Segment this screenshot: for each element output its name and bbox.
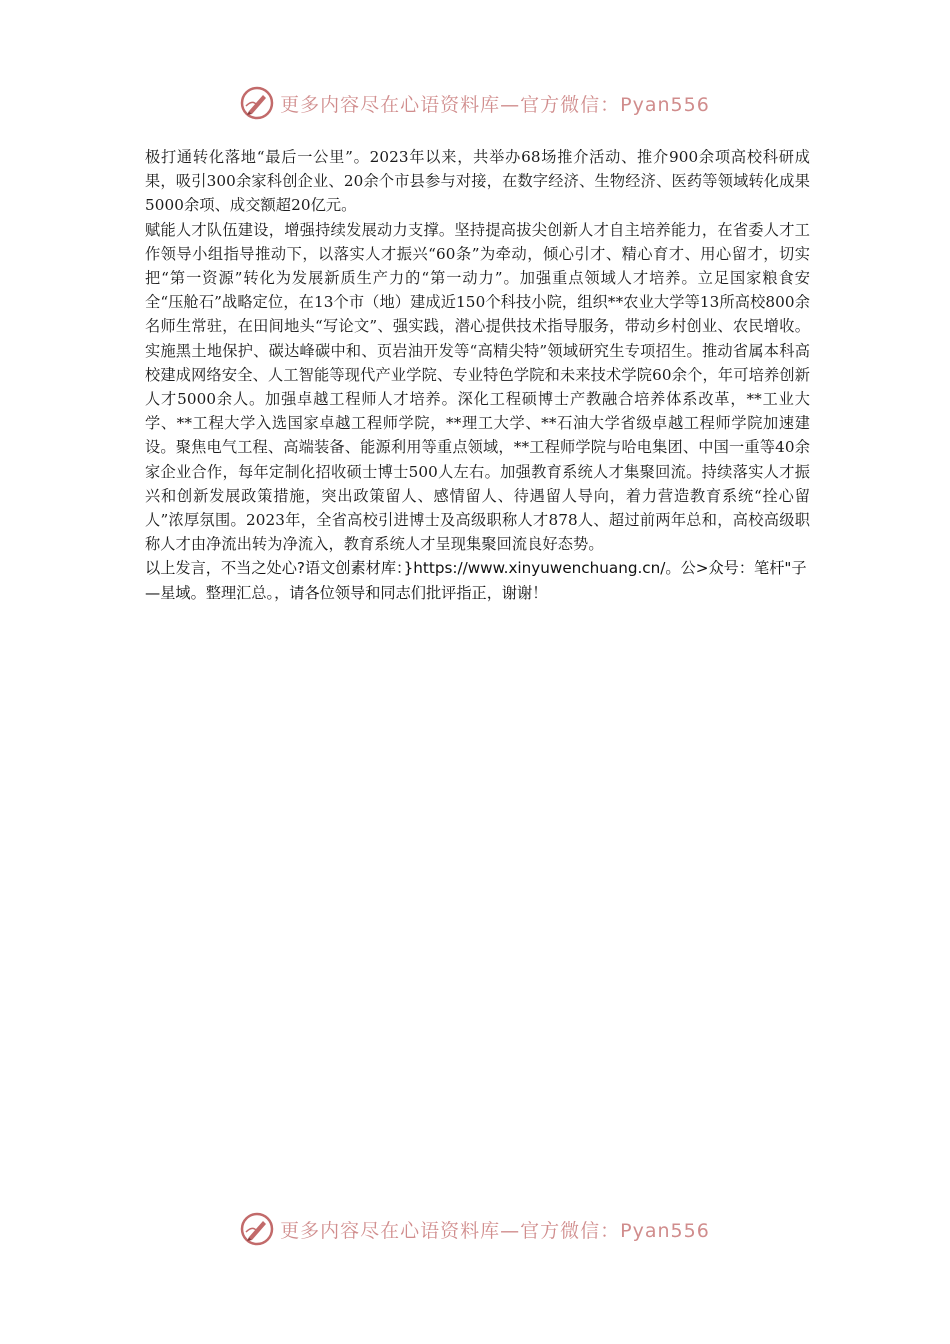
banner-text: 更多内容尽在心语资料库—官方微信：Pyan556 [280, 1219, 710, 1242]
document-body [145, 145, 810, 605]
footer-banner [0, 1209, 950, 1249]
pen-logo-icon [240, 86, 274, 120]
closing-note: 以上发言，不当之处心?语文创素材库：}https://www.xinyuwenchuang.cn/。公>众号：笔杆"子—星域。整理汇总。，请各位领导和同志们批评指正，谢谢！ [145, 559, 807, 602]
banner-text: 更多内容尽在心语资料库—官方微信：Pyan556 [280, 93, 710, 116]
paragraph-2: 赋能人才队伍建设，增强持续发展动力支撑。坚持提高拔尖创新人才自主培养能力，在省委人才工作领导小组指导推动下，以落实人才振兴“60条”为牵动，倾心引才、精心育才、用心留才，切实把“第一资源”转化为发展新质生产力的“第一动力”。加强重点领域人才培养。立足国家粮食安全“压舱石”战略定位，在13个市（地）建成近150个科技小院，组织**农业大学等13所高校800余名师生常驻，在田间地头“写论文”、强实践，潜心提供技术指导服务，带动乡村创业、农民增收。实施黑土地保护、碳达峰碳中和、页岩油开发等“高精尖特”领域研究生专项招生。推动省属本科高校建成网络安全、人工智能等现代产业学院、专业特色学院和未来技术学院60余个，年可培养创新人才5000余人。加强卓越工程师人才培养。深化工程硕博士产教融合培养体系改革，**工业大学、**工程大学入选国家卓越工程师学院，**理工大学、**石油大学省级卓越工程师学院加速建设。聚焦电气工程、高端装备、能源利用等重点领域，**工程师学院与哈电集团、中国一重等40余家企业合作，每年定制化招收硕士博士500人左右。加强教育系统人才集聚回流。持续落实人才振兴和创新发展政策措施，突出政策留人、感情留人、待遇留人导向，着力营造教育系统“拴心留人”浓厚氛围。2023年，全省高校引进博士及高级职称人才878人、超过前两年总和，高校高级职称人才由净流出转为净流入，教育系统人才呈现集聚回流良好态势。 [145, 220, 810, 554]
pen-logo-icon [240, 1212, 274, 1246]
paragraph-1: 极打通转化落地“最后一公里”。2023年以来，共举办68场推介活动、推介900余项高校科研成果，吸引300余家科创企业、20余个市县参与对接，在数字经济、生物经济、医药等领域转化成果5000余项、成交额超20亿元。 [145, 148, 810, 215]
header-banner [0, 83, 950, 123]
